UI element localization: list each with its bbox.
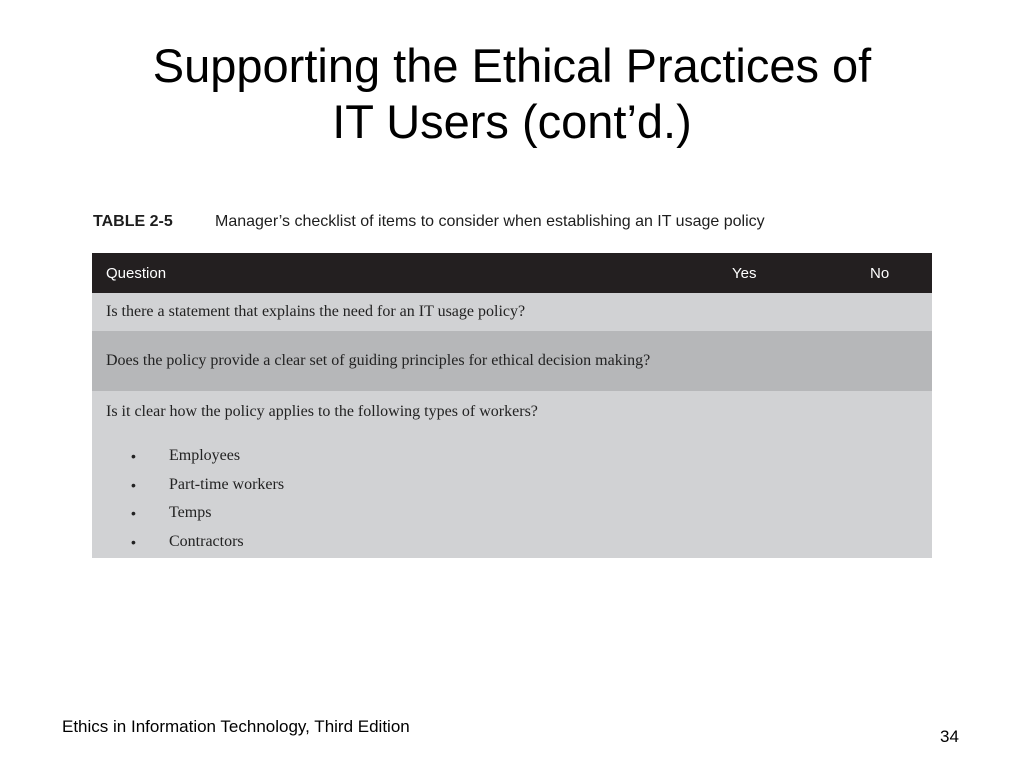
footer-source: Ethics in Information Technology, Third Edition <box>62 717 410 736</box>
checklist-table <box>92 253 932 558</box>
list-item <box>106 471 718 500</box>
question-text: Is it clear how the policy applies to the following types of workers? <box>106 403 538 420</box>
page-number: 34 <box>940 727 959 746</box>
column-header-question: Question <box>92 253 718 293</box>
slide-title-line-1: Supporting the Ethical Practices of <box>152 39 872 92</box>
list-item-label: Employees <box>169 447 241 464</box>
column-header-yes: Yes <box>718 253 856 293</box>
list-item-label: Part-time workers <box>169 475 285 493</box>
bullet-icon: • <box>131 533 136 550</box>
bullet-icon: • <box>131 505 136 521</box>
worker-type-list <box>106 442 718 556</box>
list-item <box>106 442 718 471</box>
question-text: Does the policy provide a clear set of guiding principles for ethical decision making? <box>106 352 651 369</box>
table-header-row <box>92 253 932 293</box>
table-row <box>92 391 932 558</box>
list-item <box>106 528 718 557</box>
question-cell <box>92 391 718 558</box>
bullet-icon: • <box>131 476 136 493</box>
table-row <box>92 293 932 331</box>
table-row <box>92 331 932 391</box>
list-item-label: Temps <box>169 504 212 521</box>
list-item <box>106 499 718 528</box>
yes-cell <box>718 293 856 331</box>
table-caption-text: Manager’s checklist of items to consider when establishing an IT usage policy <box>215 213 765 230</box>
bullet-icon: • <box>131 448 136 464</box>
table-caption <box>93 210 933 234</box>
no-cell <box>856 293 932 331</box>
question-text: Is there a statement that explains the need for an IT usage policy? <box>106 303 526 320</box>
question-cell <box>92 331 718 391</box>
no-cell <box>856 331 932 391</box>
column-header-no: No <box>856 253 932 293</box>
no-cell <box>856 391 932 558</box>
yes-cell <box>718 391 856 558</box>
table-number-label: TABLE 2-5 <box>93 213 173 230</box>
slide-title <box>0 38 1024 150</box>
list-item-label: Contractors <box>169 532 244 550</box>
yes-cell <box>718 331 856 391</box>
question-cell <box>92 293 718 331</box>
slide-title-line-2: IT Users (cont’d.) <box>332 95 692 148</box>
